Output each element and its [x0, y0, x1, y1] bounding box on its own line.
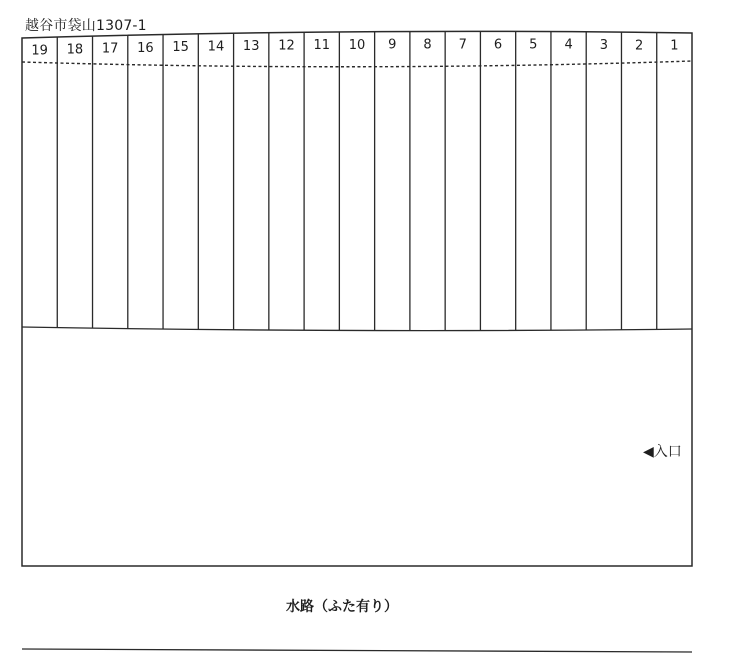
wheel-stop-line	[22, 61, 692, 67]
space-number-16: 16	[137, 40, 154, 56]
space-number-5: 5	[529, 37, 538, 53]
space-number-13: 13	[242, 38, 260, 54]
parking-row-edge	[22, 327, 692, 331]
space-number-4: 4	[564, 37, 573, 53]
space-number-7: 7	[458, 37, 467, 53]
space-number-10: 10	[348, 37, 366, 53]
space-number-11: 11	[313, 38, 331, 54]
space-number-2: 2	[634, 38, 644, 54]
space-number-19: 19	[31, 43, 48, 59]
space-dividers	[57, 31, 656, 330]
waterway-edge	[22, 649, 692, 652]
address-label: 越谷市袋山1307-1	[25, 18, 147, 34]
space-number-9: 9	[388, 37, 397, 53]
waterway-label: 水路（ふた有り）	[286, 599, 398, 615]
space-number-18: 18	[66, 42, 84, 58]
lot-outline	[22, 31, 692, 566]
space-number-6: 6	[493, 37, 503, 53]
entrance-label: ◀入口	[643, 444, 682, 460]
space-number-1: 1	[670, 38, 679, 54]
space-number-14: 14	[207, 39, 225, 55]
space-number-8: 8	[423, 37, 432, 53]
space-number-17: 17	[101, 41, 119, 57]
space-number-12: 12	[278, 38, 295, 54]
space-number-3: 3	[599, 37, 608, 53]
waterway-area	[0, 596, 730, 616]
space-number-15: 15	[172, 40, 189, 56]
